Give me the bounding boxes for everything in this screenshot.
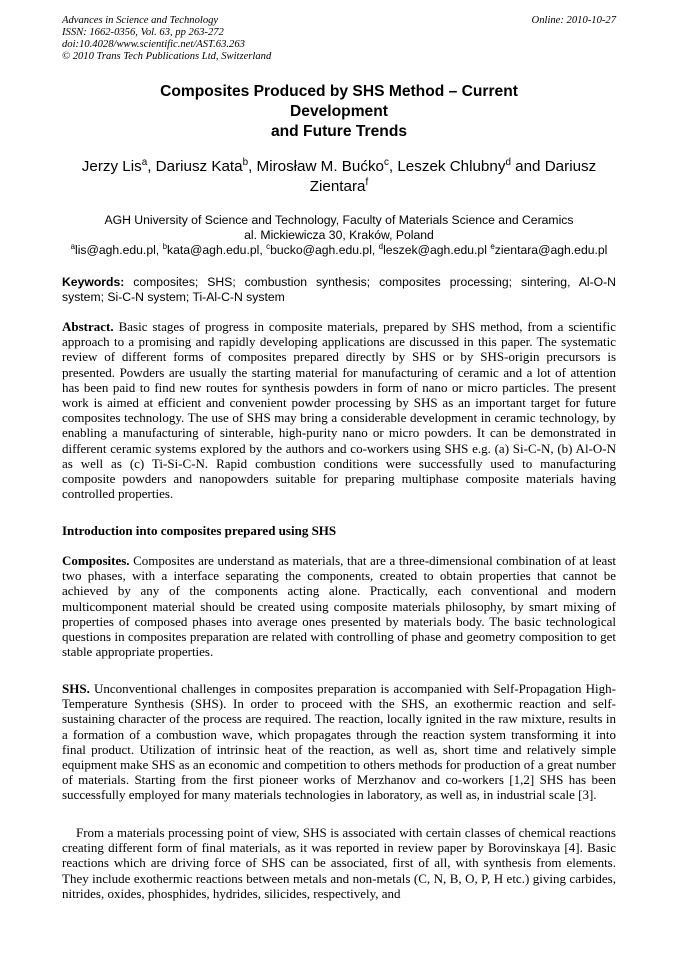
keywords-text: composites; SHS; combustion synthesis; composites processing; sintering, Al-O-N system; Si-C-N system; Ti-Al-C-N system: [62, 275, 616, 304]
doi-line[interactable]: doi:10.4028/www.scientific.net/AST.63.263: [62, 39, 245, 50]
author-name: Jerzy Lis: [81, 158, 142, 175]
composites-label: Composites.: [62, 553, 130, 568]
author-email[interactable]: leszek@agh.edu.pl: [383, 243, 491, 257]
author-mark: b: [242, 156, 249, 168]
author-mark: c: [383, 156, 389, 168]
author-name: , Mirosław M. Bućko: [248, 158, 384, 175]
author-email[interactable]: kata@agh.edu.pl,: [167, 243, 267, 257]
title-line-2: Development: [290, 103, 388, 120]
online-date: Online: 2010-10-27: [531, 15, 616, 26]
copyright-line: © 2010 Trans Tech Publications Ltd, Switzerland: [62, 51, 272, 62]
email-mark: e: [490, 241, 495, 251]
processing-paragraph: From a materials processing point of view, SHS is associated with certain classes of chemical reactions creating different form of final materials, as it was reported in review paper by Borovinskaya [4]. Basic reactions which are driving force of SHS can be associated, first of all, with synthesis from elements. They include exothermic reactions between metals and non-metals (C, N, B, O, P, H etc.) giving carbides, nitrides, oxides, phosphides, hydrides, silicides, respectively, and: [62, 825, 616, 901]
email-mark: d: [378, 241, 384, 251]
journal-header: [62, 15, 616, 63]
shs-paragraph: [62, 681, 616, 803]
author-name: and Dariusz Zientara: [309, 158, 597, 195]
email-mark: a: [70, 241, 75, 251]
author-name: , Dariusz Kata: [147, 158, 243, 175]
affiliation: [62, 213, 616, 258]
author-emails: [62, 243, 616, 258]
composites-text: Composites are understand as materials, that are a three-dimensional combination of at least two phases, with a interface separating the components, created to obtain properties that cannot be achieved by any of the components acting alone. Practically, each conventional and modern multicomponent material should be created using composite materials philosophy, by smart mixing of properties of composed phases into average ones presented by materials body. The basic technological questions in composites preparation are related with controlling of phase and geometry composition to get stable appropriate properties.: [62, 553, 616, 660]
abstract-text: Basic stages of progress in composite materials, prepared by SHS method, from a scientific approach to a promising and rapidly developing applications are discussed in this paper. The systematic review of different forms of composites prepared directly by SHS or by SHS-origin precursors is presented. Powders are usually the starting material for manufacturing of ceramic and a lot of attention has been paid to find new routes for synthesis powders in form of nano or micro particles. The present work is aimed at efficient and convenient powder processing by SHS as an important target for future composites technology. The use of SHS may bring a considerable development in ceramic technology, by enabling a manufacturing of sinterable, high-purity nano or micro powders. It can be demonstrated in different ceramic systems explored by the authors and co-workers using SHS e.g. (a) Si-C-N, (b) Al-O-N as well as (c) Ti-Si-C-N. Rapid combustion conditions were successfully used to manufacturing composite powders and nanopowders suitable for preparing multiphase composite materials having controlled properties.: [62, 319, 616, 502]
shs-text: Unconventional challenges in composites preparation is accompanied with Self-Propagation High-Temperature Synthesis (SHS). In order to proceed with the SHS, an exothermic reaction and self-sustaining character of the process are required. The reaction, locally ignited in the raw mixture, results in a formation of a combustion wave, which propagates through the reaction system transforming it into final product. Utilization of intrinsic heat of the reaction, as well as, short time and relatively simple equipment make SHS as an economic and competition to others methods for production of a great number of materials. Starting from the first pioneer works of Merzhanov and co-workers [1,2] SHS has been successfully employed for many materials technologies in laboratory, as well as, in industrial scale [3].: [62, 681, 616, 803]
author-mark: d: [505, 156, 511, 168]
author-mark: f: [365, 176, 369, 188]
author-email[interactable]: bucko@agh.edu.pl,: [270, 243, 379, 257]
section-heading: Introduction into composites prepared using SHS: [62, 523, 337, 538]
title-line-3: and Future Trends: [270, 123, 408, 140]
affiliation-institution: AGH University of Science and Technology, Faculty of Materials Science and Ceramics: [104, 213, 574, 227]
email-mark: b: [162, 241, 167, 251]
keywords: [62, 275, 616, 305]
author-mark: a: [141, 156, 148, 168]
email-mark: c: [266, 241, 271, 251]
affiliation-address: al. Mickiewicza 30, Kraków, Poland: [244, 228, 434, 242]
issn-line: ISSN: 1662-0356, Vol. 63, pp 263-272: [62, 27, 224, 38]
abstract-label: Abstract.: [62, 319, 114, 334]
keywords-label: Keywords:: [62, 275, 125, 289]
abstract: [62, 319, 616, 501]
author-list: [62, 157, 616, 197]
author-email[interactable]: lis@agh.edu.pl,: [75, 243, 163, 257]
title-line-1: Composites Produced by SHS Method – Current: [160, 83, 518, 100]
paper-title: [62, 82, 616, 142]
composites-paragraph: [62, 553, 616, 659]
journal-name: Advances in Science and Technology: [62, 15, 219, 26]
shs-label: SHS.: [62, 681, 90, 696]
author-name: , Leszek Chlubny: [388, 158, 506, 175]
author-email[interactable]: zientara@agh.edu.pl: [494, 243, 608, 257]
